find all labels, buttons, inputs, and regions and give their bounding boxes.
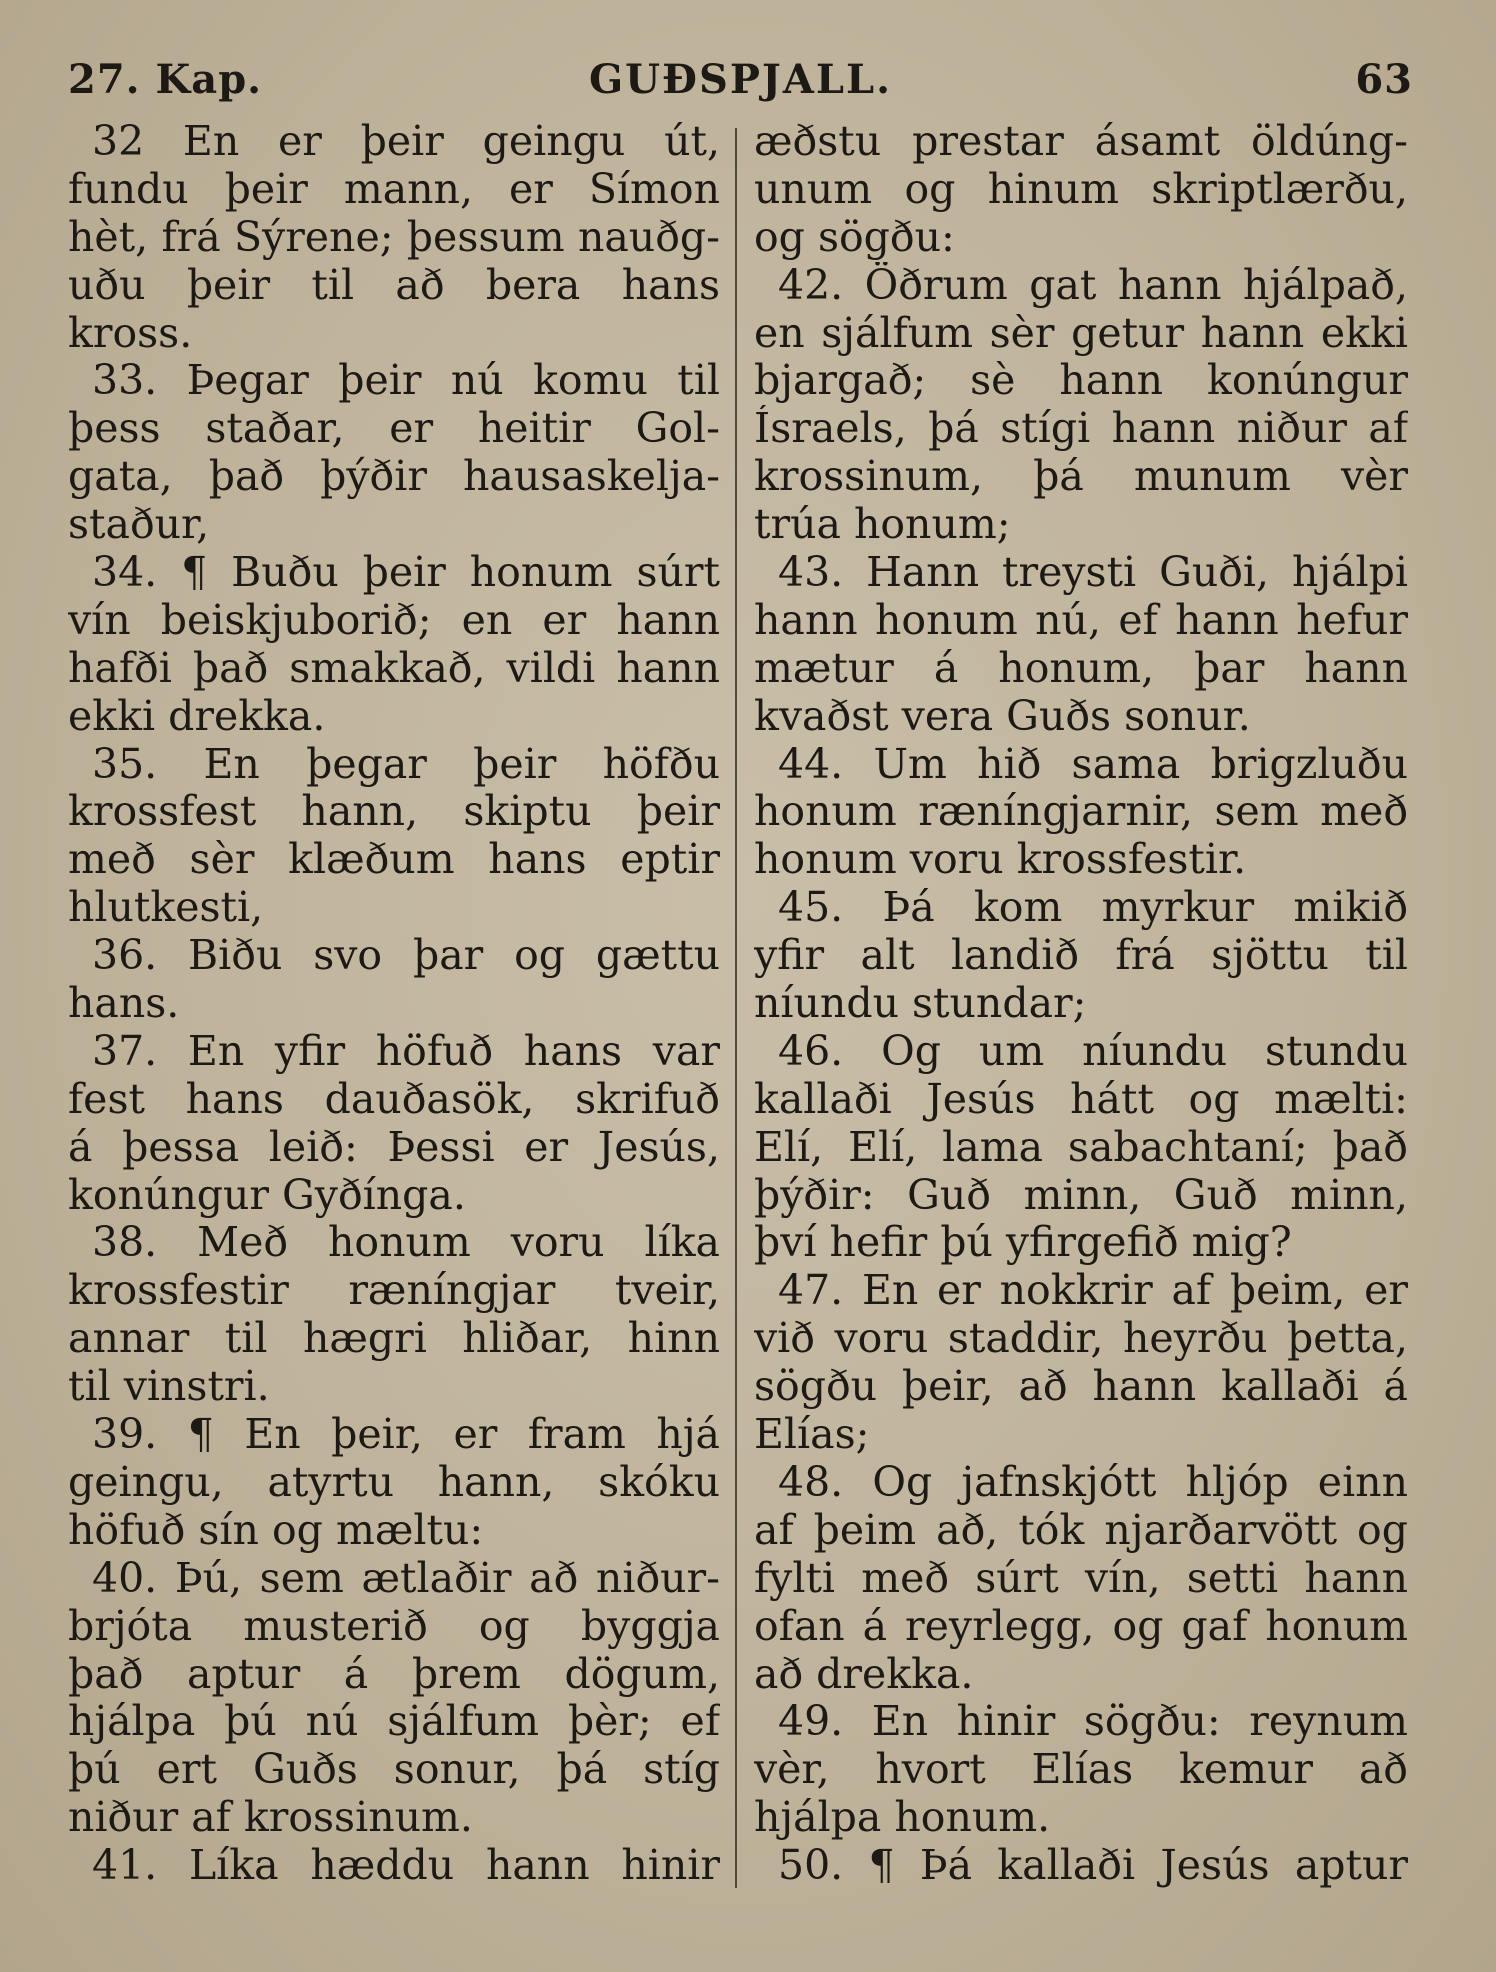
left-column	[68, 118, 720, 1890]
text-line: að drekka.	[754, 1650, 974, 1698]
text-line: en sjálfum sèr getur hann ekki	[754, 309, 1408, 357]
text-line: ofan á reyrlegg, og gaf honum	[754, 1602, 1408, 1650]
text-line: krossfest hann, skiptu þeir	[68, 788, 720, 836]
chapter-label: 27. Kap.	[68, 56, 263, 103]
text-line: þess staðar, er heitir Gol-	[68, 405, 720, 453]
text-line: 41. Líka hæddu hann hinir	[92, 1842, 720, 1890]
text-line: mætur á honum, þar hann	[754, 644, 1408, 692]
text-line: hans.	[68, 980, 180, 1028]
text-line: kallaði Jesús hátt og mælti:	[754, 1075, 1408, 1123]
text-line: vèr, hvort Elías kemur að	[754, 1746, 1408, 1794]
text-line: Elí, Elí, lama sabachtaní; það	[754, 1123, 1408, 1171]
text-line: bjargað; sè hann konúngur	[754, 357, 1408, 405]
text-line: fundu þeir mann, er Símon	[68, 165, 720, 213]
text-line: á þessa leið: Þessi er Jesús,	[68, 1123, 720, 1171]
text-line: höfuð sín og mæltu:	[68, 1506, 484, 1554]
text-line: hjálpa þú nú sjálfum þèr; ef	[68, 1698, 720, 1746]
text-line: brjóta musterið og byggja	[68, 1602, 720, 1650]
page-title: GUÐSPJALL.	[588, 56, 893, 103]
text-line: hjálpa honum.	[754, 1794, 1051, 1842]
text-line: hlutkesti,	[68, 884, 264, 932]
text-line: konúngur Gyðínga.	[68, 1171, 466, 1219]
text-line: hafði það smakkað, vildi hann	[68, 644, 720, 692]
text-line: honum ræníngjarnir, sem með	[754, 788, 1408, 836]
text-line: 34. ¶ Buðu þeir honum súrt	[92, 549, 720, 597]
column-divider	[735, 128, 737, 1888]
text-line: fylti með súrt vín, setti hann	[754, 1554, 1408, 1602]
text-line: fest hans dauðasök, skrifuð	[68, 1075, 720, 1123]
text-line: hann honum nú, ef hann hefur	[754, 596, 1408, 644]
text-line: sögðu þeir, að hann kallaði á	[754, 1363, 1408, 1411]
text-line: annar til hægri hliðar, hinn	[68, 1315, 720, 1363]
text-line: Ísraels, þá stígi hann niður af	[754, 405, 1408, 453]
text-line: 49. En hinir sögðu: reynum	[778, 1698, 1408, 1746]
text-line: það aptur á þrem dögum,	[68, 1650, 720, 1698]
text-line: 47. En er nokkrir af þeim, er	[778, 1267, 1408, 1315]
text-line: æðstu prestar ásamt öldúng-	[754, 118, 1408, 165]
text-line: 48. Og jafnskjótt hljóp einn	[778, 1458, 1408, 1506]
text-line: 36. Biðu svo þar og gættu	[92, 932, 720, 980]
text-line: staður,	[68, 501, 210, 549]
running-header	[68, 50, 1413, 110]
text-line: til vinstri.	[68, 1363, 270, 1411]
text-line: 33. Þegar þeir nú komu til	[92, 357, 720, 405]
text-line: uðu þeir til að bera hans	[68, 261, 720, 309]
text-line: kvaðst vera Guðs sonur.	[754, 692, 1251, 740]
text-line: honum voru krossfestir.	[754, 836, 1247, 884]
text-line: 50. ¶ Þá kallaði Jesús aptur	[778, 1842, 1408, 1890]
text-line: 45. Þá kom myrkur mikið	[778, 884, 1408, 932]
text-line: ekki drekka.	[68, 692, 326, 740]
text-line: krossfestir ræníngjar tveir,	[68, 1267, 720, 1315]
text-line: hèt, frá Sýrene; þessum nauðg-	[68, 213, 720, 261]
text-line: yfir alt landið frá sjöttu til	[754, 932, 1408, 980]
text-line: 46. Og um níundu stundu	[778, 1027, 1408, 1075]
text-line: þýðir: Guð minn, Guð minn,	[754, 1171, 1408, 1219]
text-line: níundu stundar;	[754, 980, 1087, 1028]
text-line: krossinum, þá munum vèr	[754, 453, 1408, 501]
right-column	[754, 118, 1408, 1890]
text-line: 43. Hann treysti Guði, hjálpi	[778, 549, 1408, 597]
text-line: unum og hinum skriptlærðu,	[754, 165, 1408, 213]
text-line: Elías;	[754, 1411, 870, 1459]
text-line: geingu, atyrtu hann, skóku	[68, 1458, 720, 1506]
text-line: þú ert Guðs sonur, þá stíg	[68, 1746, 720, 1794]
text-line: trúa honum;	[754, 501, 1011, 549]
text-line: því hefir þú yfirgefið mig?	[754, 1219, 1292, 1267]
text-line: vín beiskjuborið; en er hann	[68, 596, 720, 644]
text-line: með sèr klæðum hans eptir	[68, 836, 720, 884]
text-line: kross.	[68, 309, 193, 357]
text-line: 37. En yfir höfuð hans var	[92, 1027, 720, 1075]
text-line: 42. Öðrum gat hann hjálpað,	[778, 261, 1408, 309]
text-line: niður af krossinum.	[68, 1794, 473, 1842]
text-line: 40. Þú, sem ætlaðir að niður-	[92, 1554, 720, 1602]
page-number: 63	[1355, 56, 1413, 103]
text-line: við voru staddir, heyrðu þetta,	[754, 1315, 1408, 1363]
text-line: 35. En þegar þeir höfðu	[92, 740, 720, 788]
text-line: 44. Um hið sama brigzluðu	[778, 740, 1408, 788]
text-line: 32 En er þeir geingu út,	[92, 118, 720, 165]
text-line: af þeim að, tók njarðarvött og	[754, 1506, 1408, 1554]
text-line: 38. Með honum voru líka	[92, 1219, 720, 1267]
text-line: gata, það þýðir hausaskelja-	[68, 453, 720, 501]
text-line: 39. ¶ En þeir, er fram hjá	[92, 1411, 720, 1459]
text-line: og sögðu:	[754, 213, 955, 261]
